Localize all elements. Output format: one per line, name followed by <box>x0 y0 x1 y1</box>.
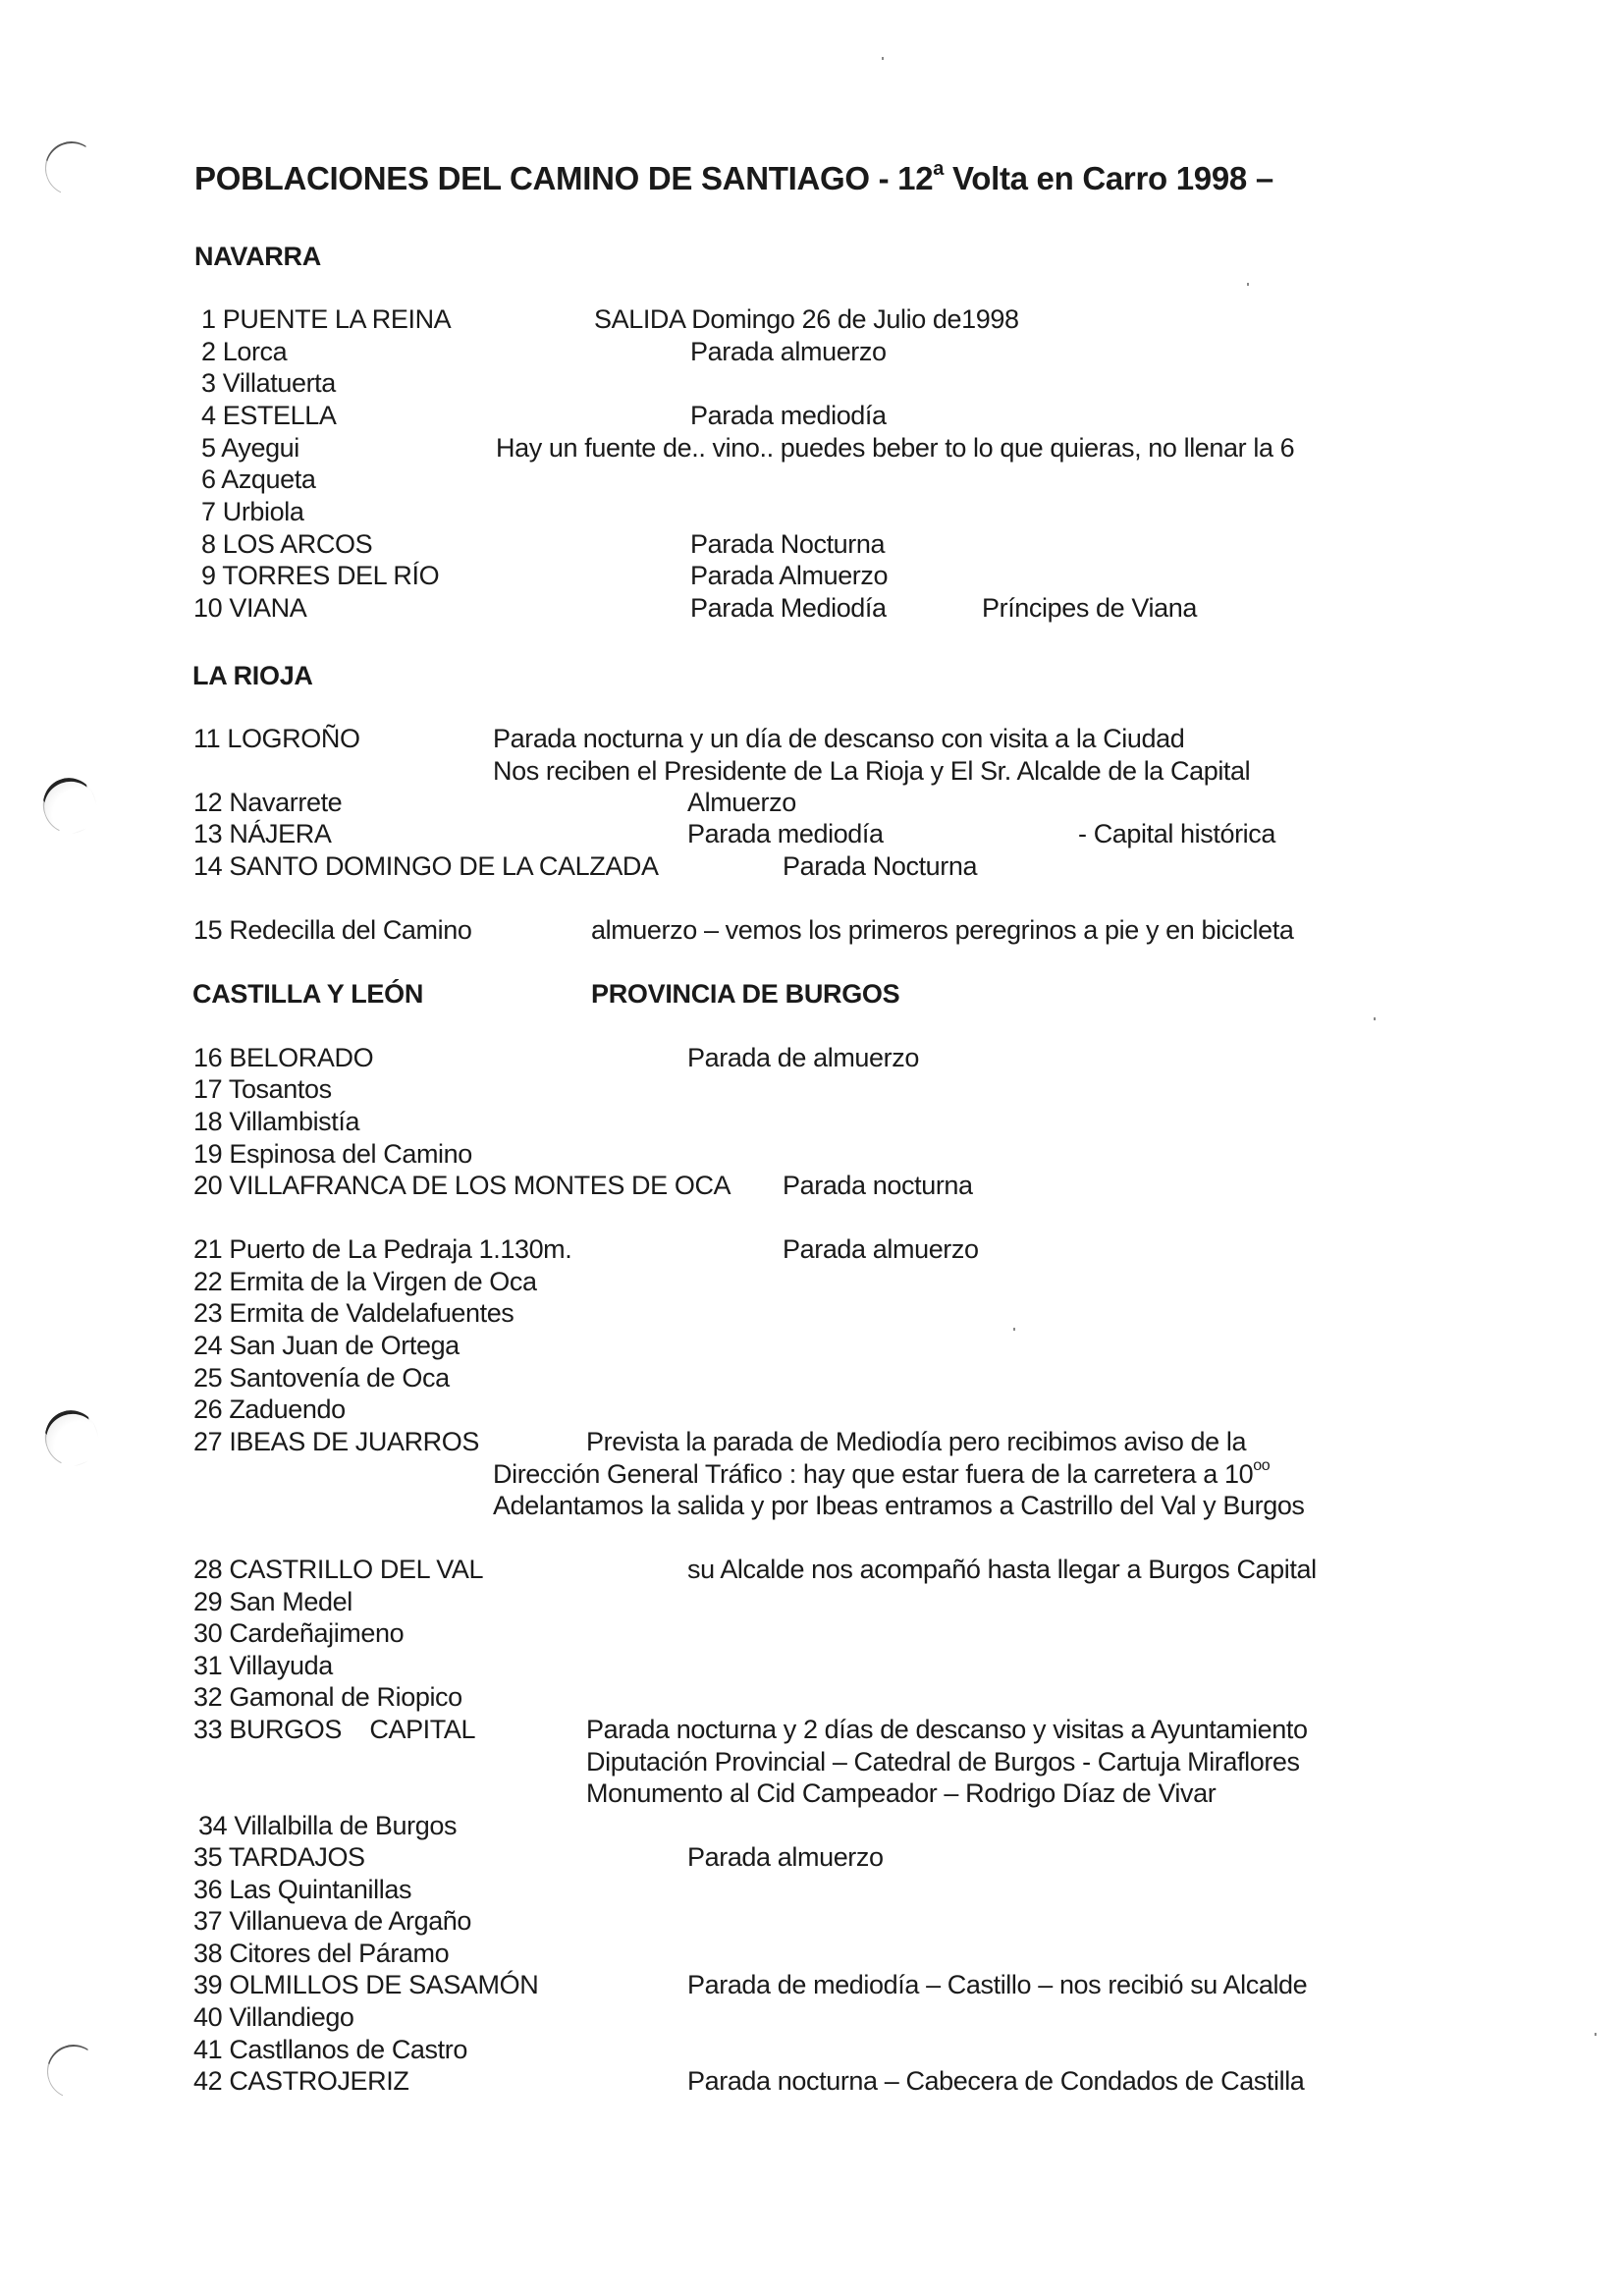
stop-name: 9 TORRES DEL RÍO <box>201 561 440 590</box>
stop-name: 29 San Medel <box>193 1587 352 1616</box>
stop-name: 3 Villatuerta <box>201 368 336 398</box>
stop-name: 19 Espinosa del Camino <box>193 1139 472 1169</box>
stop-name: 25 Santovenía de Oca <box>193 1363 450 1393</box>
stop-name: 28 CASTRILLO DEL VAL <box>193 1555 484 1584</box>
stop-name: 32 Gamonal de Riopico <box>193 1682 462 1712</box>
hole-punch-mark <box>35 770 104 841</box>
stop-note: Parada nocturna y 2 días de descanso y visitas a Ayuntamiento <box>586 1715 1308 1744</box>
stop-name: 11 LOGROÑO <box>193 724 360 753</box>
stop-name: 41 Castllanos de Castro <box>193 2035 467 2064</box>
stop-name: 4 ESTELLA <box>201 401 337 430</box>
title-rest: Volta en Carro 1998 – <box>944 160 1273 196</box>
stop-note: Parada nocturna – Cabecera de Condados de Castilla <box>687 2066 1305 2096</box>
section-heading-navarra: NAVARRA <box>194 242 321 271</box>
stop-name: 39 OLMILLOS DE SASAMÓN <box>193 1970 539 1999</box>
hole-punch-mark <box>37 1402 106 1473</box>
stop-name: 31 Villayuda <box>193 1651 333 1680</box>
stop-note: Parada nocturna y un día de descanso con visita a la Ciudad <box>493 724 1185 753</box>
stop-name: 16 BELORADO <box>193 1043 374 1072</box>
stop-name: 5 Ayegui <box>201 433 299 463</box>
stop-name: 18 Villambistía <box>193 1107 360 1136</box>
stop-note: su Alcalde nos acompañó hasta llegar a Burgos Capital <box>687 1555 1317 1584</box>
scan-speck <box>1595 2033 1597 2036</box>
stop-note-secondary: Príncipes de Viana <box>982 593 1197 623</box>
stop-note-continuation: Adelantamos la salida y por Ibeas entramos a Castrillo del Val y Burgos <box>493 1491 1305 1520</box>
scan-speck <box>1247 283 1249 286</box>
stop-name: 22 Ermita de la Virgen de Oca <box>193 1267 537 1296</box>
stop-name: 8 LOS ARCOS <box>201 529 373 559</box>
stop-name: 20 VILLAFRANCA DE LOS MONTES DE OCA <box>193 1171 731 1200</box>
stop-note: SALIDA Domingo 26 de Julio de1998 <box>594 304 1019 334</box>
stop-note: Hay un fuente de.. vino.. puedes beber to lo que quieras, no llenar la 6 <box>496 433 1295 463</box>
stop-note-secondary: - Capital histórica <box>1078 819 1275 848</box>
stop-name: 13 NÁJERA <box>193 819 332 848</box>
stop-note-continuation: Nos reciben el Presidente de La Rioja y El Sr. Alcalde de la Capital <box>493 755 1251 786</box>
stop-name: 2 Lorca <box>201 337 288 366</box>
stop-name: 6 Azqueta <box>201 465 316 494</box>
scan-speck <box>882 57 884 60</box>
stop-note: Almuerzo <box>687 788 796 817</box>
stop-name: 30 Cardeñajimeno <box>193 1618 405 1648</box>
stop-note: almuerzo – vemos los primeros peregrinos a pie y en bicicleta <box>591 915 1294 945</box>
stop-name: 1 PUENTE LA REINA <box>201 304 452 334</box>
stop-note: Parada nocturna <box>783 1171 973 1200</box>
stop-name: 37 Villanueva de Argaño <box>193 1906 472 1936</box>
stop-note: Parada almuerzo <box>783 1234 979 1264</box>
stop-note: Parada Mediodía <box>690 593 887 623</box>
stop-note: Parada almuerzo <box>687 1842 884 1872</box>
stop-name: 15 Redecilla del Camino <box>193 915 472 945</box>
stop-name: 14 SANTO DOMINGO DE LA CALZADA <box>193 851 659 881</box>
stop-name: 23 Ermita de Valdelafuentes <box>193 1298 514 1328</box>
hole-punch-mark <box>37 134 106 202</box>
stop-name: 17 Tosantos <box>193 1074 332 1104</box>
section-heading-la-rioja: LA RIOJA <box>192 661 313 690</box>
stop-note: Parada Nocturna <box>690 529 886 559</box>
stop-name: 21 Puerto de La Pedraja 1.130m. <box>193 1234 572 1264</box>
stop-note: Parada Almuerzo <box>690 561 889 590</box>
section-heading-castilla-y-leon: CASTILLA Y LEÓN <box>192 979 424 1009</box>
stop-name: 12 Navarrete <box>193 788 343 817</box>
section-heading-provincia-burgos: PROVINCIA DE BURGOS <box>591 979 900 1009</box>
title-main: POBLACIONES DEL CAMINO DE SANTIAGO - 12 <box>194 160 934 196</box>
title-ordinal: a <box>933 158 945 180</box>
stop-note: Parada Nocturna <box>783 851 978 881</box>
stop-name: 24 San Juan de Ortega <box>193 1331 460 1360</box>
stop-note-continuation: Dirección General Tráfico : hay que estar fuera de la carretera a $10^{oo}$ <box>493 1456 1271 1489</box>
stop-name: 42 CASTROJERIZ <box>193 2066 409 2096</box>
stop-name: 38 Citores del Páramo <box>193 1939 450 1968</box>
stop-name: 35 TARDAJOS <box>193 1842 365 1872</box>
stop-name: 34 Villalbilla de Burgos <box>198 1811 458 1840</box>
superscript: oo <box>1253 1456 1271 1474</box>
stop-name: 36 Las Quintanillas <box>193 1875 412 1904</box>
stop-note-continuation: Diputación Provincial – Catedral de Burgos - Cartuja Miraflores <box>586 1746 1300 1777</box>
stop-name: 7 Urbiola <box>201 497 304 526</box>
stop-note: Prevista la parada de Mediodía pero recibimos aviso de la <box>586 1427 1247 1456</box>
scan-speck <box>1013 1328 1015 1331</box>
stop-name: 40 Villandiego <box>193 2002 354 2032</box>
document-title <box>194 160 1273 197</box>
stop-note-continuation: Monumento al Cid Campeador – Rodrigo Díaz de Vivar <box>586 1778 1217 1808</box>
stop-name: 27 IBEAS DE JUARROS <box>193 1427 479 1456</box>
stop-note: Parada mediodía <box>687 819 884 848</box>
stop-name: 10 VIANA <box>193 593 307 623</box>
hole-punch-mark <box>39 2037 108 2105</box>
stop-note: Parada mediodía <box>690 401 887 430</box>
stop-name: 33 BURGOS CAPITAL <box>193 1715 476 1744</box>
scan-speck <box>1374 1017 1376 1020</box>
stop-note: Parada de almuerzo <box>687 1043 919 1072</box>
stop-name: 26 Zaduendo <box>193 1394 346 1424</box>
stop-note: Parada de mediodía – Castillo – nos recibió su Alcalde <box>687 1970 1308 1999</box>
stop-note: Parada almuerzo <box>690 337 887 366</box>
